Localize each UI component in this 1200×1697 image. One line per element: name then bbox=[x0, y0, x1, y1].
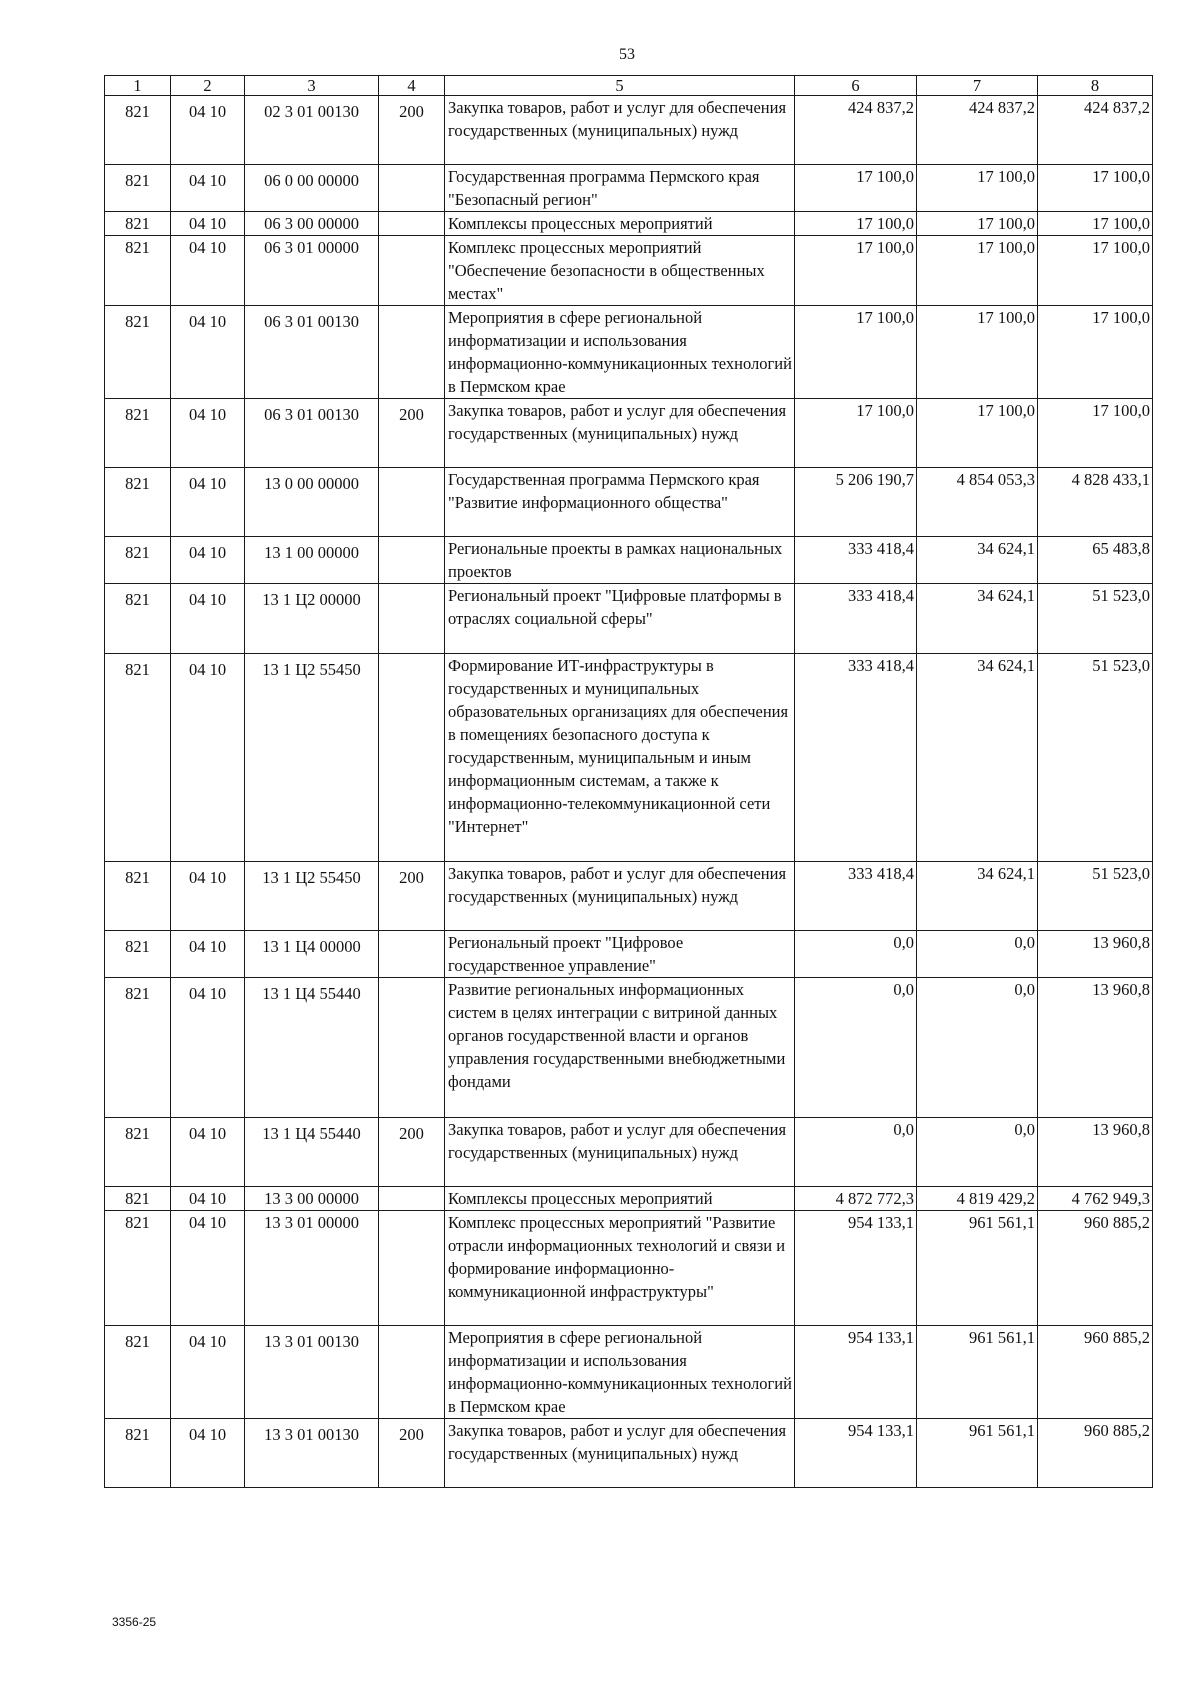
expense-type-cell bbox=[379, 212, 445, 236]
amount-year3-cell: 17 100,0 bbox=[1038, 212, 1153, 236]
description-cell: Комплекс процессных мероприятий "Развитие отрасли информационных технологий и связи и формирование информационно-коммуникационной инфраструктуры" bbox=[445, 1211, 795, 1326]
table-row bbox=[105, 165, 1153, 212]
table-row bbox=[105, 537, 1153, 584]
description-cell: Комплексы процессных мероприятий bbox=[445, 1187, 795, 1211]
section-code-cell: 04 10 bbox=[171, 96, 245, 165]
ministry-code-cell: 821 bbox=[105, 96, 171, 165]
amount-year1-cell: 17 100,0 bbox=[795, 165, 917, 212]
expense-type-cell bbox=[379, 236, 445, 306]
ministry-code-cell: 821 bbox=[105, 1211, 171, 1326]
amount-year1-cell: 333 418,4 bbox=[795, 654, 917, 862]
amount-year2-cell: 961 561,1 bbox=[917, 1419, 1038, 1488]
amount-year2-cell: 424 837,2 bbox=[917, 96, 1038, 165]
expense-type-cell bbox=[379, 978, 445, 1118]
amount-year3-cell: 17 100,0 bbox=[1038, 165, 1153, 212]
table-row bbox=[105, 862, 1153, 931]
ministry-code-cell: 821 bbox=[105, 212, 171, 236]
amount-year1-cell: 0,0 bbox=[795, 931, 917, 978]
amount-year3-cell: 65 483,8 bbox=[1038, 537, 1153, 584]
description-cell: Комплекс процессных мероприятий "Обеспечение безопасности в общественных местах" bbox=[445, 236, 795, 306]
amount-year3-cell: 13 960,8 bbox=[1038, 931, 1153, 978]
description-cell: Мероприятия в сфере региональной информатизации и использования информационно-коммуникационных технологий в Пермском крае bbox=[445, 306, 795, 399]
section-code-cell: 04 10 bbox=[171, 654, 245, 862]
section-code-cell: 04 10 bbox=[171, 468, 245, 537]
amount-year1-cell: 5 206 190,7 bbox=[795, 468, 917, 537]
amount-year1-cell: 4 872 772,3 bbox=[795, 1187, 917, 1211]
description-cell: Закупка товаров, работ и услуг для обеспечения государственных (муниципальных) нужд bbox=[445, 862, 795, 931]
ministry-code-cell: 821 bbox=[105, 1187, 171, 1211]
table-row bbox=[105, 306, 1153, 399]
target-article-cell: 13 3 01 00130 bbox=[245, 1326, 379, 1419]
ministry-code-cell: 821 bbox=[105, 1326, 171, 1419]
table-row bbox=[105, 584, 1153, 654]
section-code-cell: 04 10 bbox=[171, 1187, 245, 1211]
amount-year3-cell: 960 885,2 bbox=[1038, 1211, 1153, 1326]
document-code: 3356-25 bbox=[112, 1615, 157, 1629]
table-row bbox=[105, 931, 1153, 978]
expense-type-cell: 200 bbox=[379, 1118, 445, 1187]
section-code-cell: 04 10 bbox=[171, 306, 245, 399]
description-cell: Региональные проекты в рамках национальных проектов bbox=[445, 537, 795, 584]
amount-year2-cell: 961 561,1 bbox=[917, 1211, 1038, 1326]
ministry-code-cell: 821 bbox=[105, 978, 171, 1118]
section-code-cell: 04 10 bbox=[171, 236, 245, 306]
target-article-cell: 13 1 Ц2 55450 bbox=[245, 862, 379, 931]
amount-year3-cell: 51 523,0 bbox=[1038, 862, 1153, 931]
table-row bbox=[105, 212, 1153, 236]
target-article-cell: 13 3 01 00130 bbox=[245, 1419, 379, 1488]
amount-year2-cell: 17 100,0 bbox=[917, 399, 1038, 468]
target-article-cell: 06 0 00 00000 bbox=[245, 165, 379, 212]
description-cell: Закупка товаров, работ и услуг для обеспечения государственных (муниципальных) нужд bbox=[445, 96, 795, 165]
description-cell: Государственная программа Пермского края "Безопасный регион" bbox=[445, 165, 795, 212]
amount-year1-cell: 954 133,1 bbox=[795, 1419, 917, 1488]
table-row bbox=[105, 978, 1153, 1118]
description-cell: Государственная программа Пермского края "Развитие информационного общества" bbox=[445, 468, 795, 537]
amount-year3-cell: 13 960,8 bbox=[1038, 1118, 1153, 1187]
amount-year3-cell: 17 100,0 bbox=[1038, 399, 1153, 468]
target-article-cell: 13 1 Ц4 00000 bbox=[245, 931, 379, 978]
column-header: 8 bbox=[1038, 76, 1153, 96]
column-number-row bbox=[105, 76, 1153, 96]
table-row bbox=[105, 96, 1153, 165]
target-article-cell: 13 3 01 00000 bbox=[245, 1211, 379, 1326]
ministry-code-cell: 821 bbox=[105, 654, 171, 862]
table-row bbox=[105, 1187, 1153, 1211]
description-cell: Закупка товаров, работ и услуг для обеспечения государственных (муниципальных) нужд bbox=[445, 1419, 795, 1488]
table-row bbox=[105, 1419, 1153, 1488]
amount-year3-cell: 51 523,0 bbox=[1038, 584, 1153, 654]
amount-year1-cell: 333 418,4 bbox=[795, 537, 917, 584]
section-code-cell: 04 10 bbox=[171, 212, 245, 236]
amount-year3-cell: 13 960,8 bbox=[1038, 978, 1153, 1118]
target-article-cell: 13 1 Ц2 55450 bbox=[245, 654, 379, 862]
ministry-code-cell: 821 bbox=[105, 584, 171, 654]
amount-year2-cell: 4 819 429,2 bbox=[917, 1187, 1038, 1211]
amount-year2-cell: 34 624,1 bbox=[917, 862, 1038, 931]
ministry-code-cell: 821 bbox=[105, 306, 171, 399]
section-code-cell: 04 10 bbox=[171, 862, 245, 931]
description-cell: Мероприятия в сфере региональной информатизации и использования информационно-коммуникационных технологий в Пермском крае bbox=[445, 1326, 795, 1419]
amount-year2-cell: 4 854 053,3 bbox=[917, 468, 1038, 537]
amount-year2-cell: 17 100,0 bbox=[917, 306, 1038, 399]
target-article-cell: 13 1 Ц4 55440 bbox=[245, 1118, 379, 1187]
amount-year2-cell: 17 100,0 bbox=[917, 165, 1038, 212]
amount-year1-cell: 17 100,0 bbox=[795, 399, 917, 468]
target-article-cell: 13 1 Ц2 00000 bbox=[245, 584, 379, 654]
budget-table bbox=[104, 75, 1153, 1488]
section-code-cell: 04 10 bbox=[171, 1211, 245, 1326]
description-cell: Формирование ИТ-инфраструктуры в государственных и муниципальных образовательных организациях для обеспечения в помещениях безопасного доступа к государственным, муниципальным и иным информационным системам, а также к информационно-телекоммуникационной сети "Интернет" bbox=[445, 654, 795, 862]
section-code-cell: 04 10 bbox=[171, 931, 245, 978]
expense-type-cell bbox=[379, 537, 445, 584]
description-cell: Развитие региональных информационных систем в целях интеграции с витриной данных органов государственной власти и органов управления государственными внебюджетными фондами bbox=[445, 978, 795, 1118]
expense-type-cell: 200 bbox=[379, 1419, 445, 1488]
amount-year1-cell: 17 100,0 bbox=[795, 212, 917, 236]
section-code-cell: 04 10 bbox=[171, 1118, 245, 1187]
description-cell: Закупка товаров, работ и услуг для обеспечения государственных (муниципальных) нужд bbox=[445, 1118, 795, 1187]
expense-type-cell: 200 bbox=[379, 862, 445, 931]
amount-year1-cell: 333 418,4 bbox=[795, 584, 917, 654]
amount-year3-cell: 424 837,2 bbox=[1038, 96, 1153, 165]
section-code-cell: 04 10 bbox=[171, 1419, 245, 1488]
amount-year2-cell: 0,0 bbox=[917, 931, 1038, 978]
column-header: 7 bbox=[917, 76, 1038, 96]
amount-year2-cell: 34 624,1 bbox=[917, 537, 1038, 584]
amount-year3-cell: 51 523,0 bbox=[1038, 654, 1153, 862]
expense-type-cell bbox=[379, 468, 445, 537]
ministry-code-cell: 821 bbox=[105, 931, 171, 978]
expense-type-cell bbox=[379, 1211, 445, 1326]
section-code-cell: 04 10 bbox=[171, 165, 245, 212]
amount-year1-cell: 17 100,0 bbox=[795, 306, 917, 399]
expense-type-cell bbox=[379, 165, 445, 212]
section-code-cell: 04 10 bbox=[171, 399, 245, 468]
target-article-cell: 06 3 01 00130 bbox=[245, 399, 379, 468]
amount-year2-cell: 34 624,1 bbox=[917, 584, 1038, 654]
table-row bbox=[105, 468, 1153, 537]
amount-year2-cell: 17 100,0 bbox=[917, 236, 1038, 306]
column-header: 4 bbox=[379, 76, 445, 96]
amount-year2-cell: 0,0 bbox=[917, 978, 1038, 1118]
page-number: 53 bbox=[619, 46, 635, 63]
ministry-code-cell: 821 bbox=[105, 468, 171, 537]
amount-year3-cell: 960 885,2 bbox=[1038, 1326, 1153, 1419]
table-row bbox=[105, 654, 1153, 862]
amount-year3-cell: 4 762 949,3 bbox=[1038, 1187, 1153, 1211]
amount-year1-cell: 17 100,0 bbox=[795, 236, 917, 306]
expense-type-cell bbox=[379, 584, 445, 654]
target-article-cell: 13 1 Ц4 55440 bbox=[245, 978, 379, 1118]
table-row bbox=[105, 1118, 1153, 1187]
section-code-cell: 04 10 bbox=[171, 537, 245, 584]
amount-year1-cell: 424 837,2 bbox=[795, 96, 917, 165]
table-row bbox=[105, 399, 1153, 468]
expense-type-cell bbox=[379, 1187, 445, 1211]
table-row bbox=[105, 1211, 1153, 1326]
ministry-code-cell: 821 bbox=[105, 399, 171, 468]
amount-year3-cell: 4 828 433,1 bbox=[1038, 468, 1153, 537]
expense-type-cell bbox=[379, 654, 445, 862]
table-row bbox=[105, 236, 1153, 306]
target-article-cell: 13 3 00 00000 bbox=[245, 1187, 379, 1211]
ministry-code-cell: 821 bbox=[105, 236, 171, 306]
table-row bbox=[105, 1326, 1153, 1419]
target-article-cell: 06 3 01 00000 bbox=[245, 236, 379, 306]
target-article-cell: 13 1 00 00000 bbox=[245, 537, 379, 584]
expense-type-cell: 200 bbox=[379, 96, 445, 165]
column-header: 6 bbox=[795, 76, 917, 96]
amount-year1-cell: 954 133,1 bbox=[795, 1211, 917, 1326]
ministry-code-cell: 821 bbox=[105, 862, 171, 931]
expense-type-cell: 200 bbox=[379, 399, 445, 468]
target-article-cell: 06 3 00 00000 bbox=[245, 212, 379, 236]
amount-year2-cell: 34 624,1 bbox=[917, 654, 1038, 862]
amount-year1-cell: 954 133,1 bbox=[795, 1326, 917, 1419]
column-header: 5 bbox=[445, 76, 795, 96]
amount-year1-cell: 0,0 bbox=[795, 978, 917, 1118]
section-code-cell: 04 10 bbox=[171, 978, 245, 1118]
column-header: 1 bbox=[105, 76, 171, 96]
expense-type-cell bbox=[379, 1326, 445, 1419]
column-header: 3 bbox=[245, 76, 379, 96]
amount-year1-cell: 333 418,4 bbox=[795, 862, 917, 931]
description-cell: Региональный проект "Цифровое государственное управление" bbox=[445, 931, 795, 978]
amount-year3-cell: 960 885,2 bbox=[1038, 1419, 1153, 1488]
description-cell: Комплексы процессных мероприятий bbox=[445, 212, 795, 236]
column-header: 2 bbox=[171, 76, 245, 96]
section-code-cell: 04 10 bbox=[171, 584, 245, 654]
amount-year2-cell: 17 100,0 bbox=[917, 212, 1038, 236]
expense-type-cell bbox=[379, 306, 445, 399]
ministry-code-cell: 821 bbox=[105, 1118, 171, 1187]
amount-year3-cell: 17 100,0 bbox=[1038, 306, 1153, 399]
amount-year2-cell: 961 561,1 bbox=[917, 1326, 1038, 1419]
amount-year3-cell: 17 100,0 bbox=[1038, 236, 1153, 306]
expense-type-cell bbox=[379, 931, 445, 978]
ministry-code-cell: 821 bbox=[105, 537, 171, 584]
description-cell: Региональный проект "Цифровые платформы в отраслях социальной сферы" bbox=[445, 584, 795, 654]
target-article-cell: 06 3 01 00130 bbox=[245, 306, 379, 399]
description-cell: Закупка товаров, работ и услуг для обеспечения государственных (муниципальных) нужд bbox=[445, 399, 795, 468]
ministry-code-cell: 821 bbox=[105, 1419, 171, 1488]
section-code-cell: 04 10 bbox=[171, 1326, 245, 1419]
target-article-cell: 02 3 01 00130 bbox=[245, 96, 379, 165]
ministry-code-cell: 821 bbox=[105, 165, 171, 212]
amount-year1-cell: 0,0 bbox=[795, 1118, 917, 1187]
amount-year2-cell: 0,0 bbox=[917, 1118, 1038, 1187]
target-article-cell: 13 0 00 00000 bbox=[245, 468, 379, 537]
